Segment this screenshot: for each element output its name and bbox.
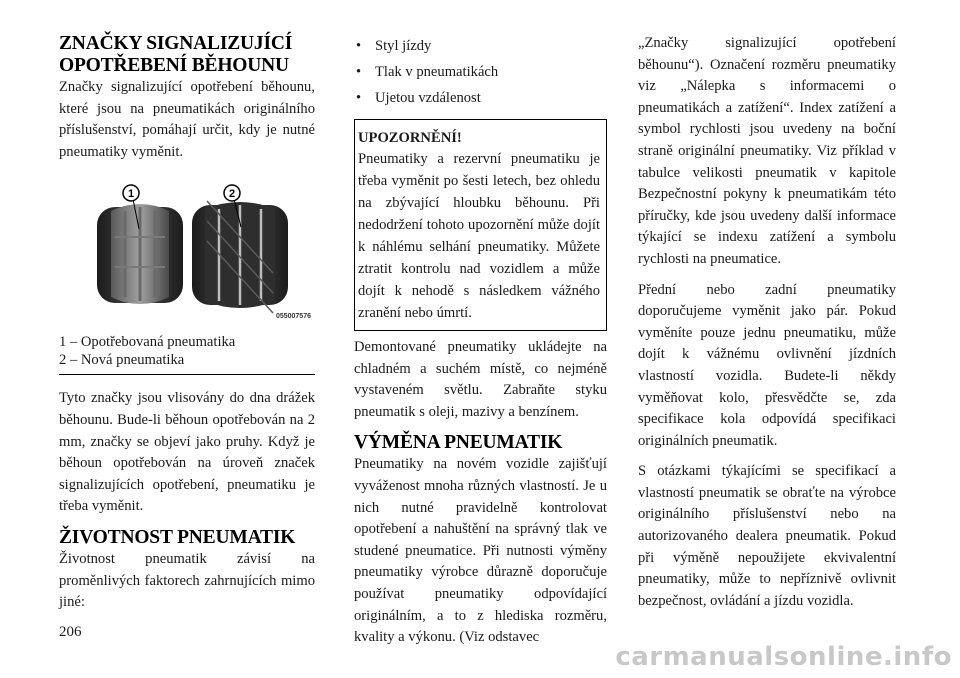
- column-middle: [354, 33, 607, 649]
- watermark: carmanualsonline.info: [615, 642, 952, 672]
- callout-2: [224, 185, 240, 201]
- new-tire: [192, 201, 288, 313]
- warning-text: Pneumatiky a rezervní pneumatiku je třeba vyměnit po šesti letech, bez ohledu na zbývající hloubku běhounu. Při nedodržení tohoto upozornění může dojít k náhlému selhání pneumatiky. Můžete ztratit kontrolu nad vozidlem a může dojít k nehodě s následkem vážného zranění nebo úmrtí.: [358, 151, 600, 321]
- caption-divider: [59, 374, 315, 375]
- list-item: • Ujetou vzdálenost: [354, 85, 607, 111]
- svg-text:1: 1: [127, 188, 135, 201]
- tire-life-factors-list: [354, 33, 607, 111]
- figure-code: 055007576: [275, 313, 311, 321]
- paragraph-tire-storage: Demontované pneumatiky ukládejte na chladném a suchém místě, co nejméně vystaveném světlu. Zabraňte styku pneumatik s oleji, mazivy a benzínem.: [354, 339, 607, 420]
- figure-caption: [59, 333, 315, 369]
- caption-new-tire: 2 – Nová pneumatika: [59, 352, 185, 369]
- warning-title: UPOZORNĚNÍ!: [358, 130, 462, 146]
- warning-box: [354, 119, 607, 331]
- section-heading-tire-life: ŽIVOTNOST PNEUMATIK: [59, 526, 296, 548]
- paragraph-tread-wear-intro: Značky signalizující opotřebení běhounu, které jsou na pneumatikách originálního příslušenství, pomáhají určit, kdy je nutné pneumatiky vyměnit.: [59, 79, 315, 160]
- paragraph-replace-in-pairs: Přední nebo zadní pneumatiky doporučujeme vyměnit jako pár. Pokud vyměníte pouze jednu pneumatiku, může dojít k vážnému ovlivnění jízdních vlastností vozidla. Budete-li někdy vyměňovat kolo, přesvědčte se, zda specifikace kola odpovídá specifikaci originálních pneumatik.: [638, 281, 896, 449]
- column-left: [59, 33, 315, 614]
- svg-text:2: 2: [228, 188, 236, 201]
- tire-figure: [59, 177, 315, 327]
- column-right: [638, 33, 896, 612]
- section-heading-tread-wear: ZNAČKY SIGNALIZUJÍCÍ OPOTŘEBENÍ BĚHOUNU: [59, 33, 293, 76]
- callout-1: [123, 185, 139, 201]
- page-number: 206: [59, 624, 82, 640]
- list-item: • Tlak v pneumatikách: [354, 59, 607, 85]
- list-item: • Styl jízdy: [354, 33, 607, 59]
- paragraph-tire-size-info: „Značky signalizující opotřebení běhounu“). Označení rozměru pneumatiky viz „Nálepka s informacemi o pneumatikách a zatížení“. Index zatížení a symbol rychlosti jsou uvedeny na boční straně originální pneumatiky. Viz příklad v tabulce velikosti pneumatik v kapitole Bezpečnostní pokyny k pneumatikám této příručky, kde jsou uvedeny další informace týkající se indexu zatížení a symbolu rychlosti na pneumatice.: [638, 35, 896, 267]
- worn-tire: [97, 204, 183, 304]
- tire-comparison-illustration: [59, 177, 315, 327]
- caption-worn-tire: 1 – Opotřebovaná pneumatika: [59, 334, 236, 351]
- paragraph-contact-manufacturer: S otázkami týkajícími se specifikací a vlastností pneumatik se obraťte na výrobce originálního příslušenství nebo na autorizovaného dealera pneumatik. Pokud při výměně nepoužijete ekvivalentní pneumatiky, může to nepříznivě ovlivnit bezpečnost, ovládání a jízdu vozidla.: [638, 463, 896, 609]
- paragraph-tire-replacement: Pneumatiky na novém vozidle zajišťují vyváženost mnoha různých vlastností. Je u nich nutné pravidelně kontrolovat opotřebení a nahuštění na správný tlak ve studené pneumatice. Při nutnosti výměny pneumatiky výrobce důrazně doporučuje používat pneumatiky odpovídající originálním, a to z hlediska rozměru, kvality a výkonu. (Viz odstavec: [354, 456, 607, 646]
- paragraph-tread-markers: Tyto značky jsou vlisovány do dna drážek běhounu. Bude-li běhoun opotřebován na 2 mm, značky se objeví jako pruhy. Když je běhoun opotřebován na úroveň značek signalizujících opotřebení, pneumatiku je třeba vyměnit.: [59, 390, 315, 515]
- section-heading-tire-replacement: VÝMĚNA PNEUMATIK: [354, 432, 563, 454]
- paragraph-tire-life: Životnost pneumatik závisí na proměnlivých faktorech zahrnujících mimo jiné:: [59, 550, 315, 611]
